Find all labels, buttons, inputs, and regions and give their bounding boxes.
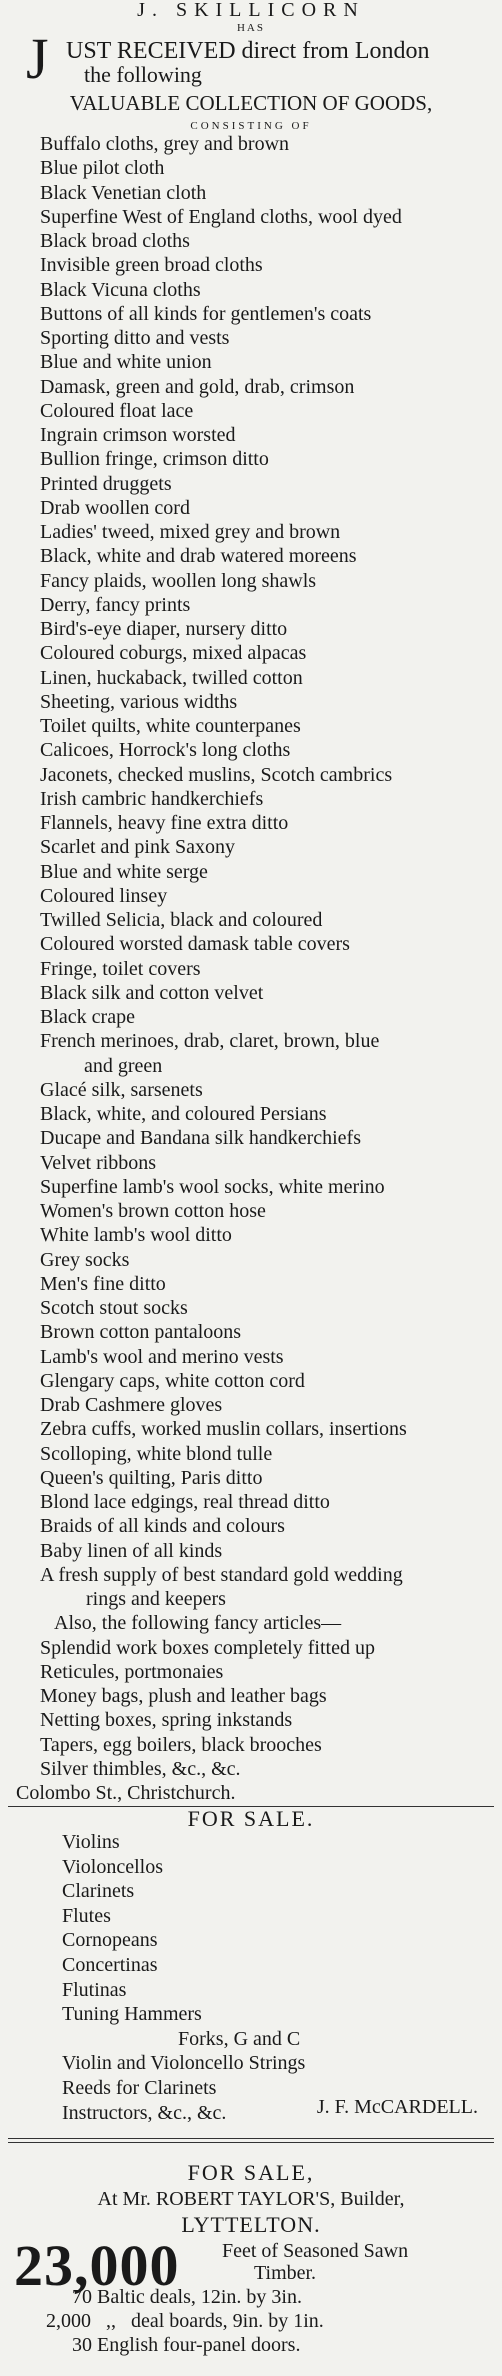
list-item: Flutes — [62, 1904, 111, 1927]
list-item: Black, white, and coloured Persians — [40, 1103, 327, 1125]
list-item: Coloured linsey — [40, 884, 168, 907]
music-signature: J. F. McCARDELL. — [316, 2096, 478, 2118]
list-item: Blond lace edgings, real thread ditto — [40, 1491, 330, 1513]
list-item: Women's brown cotton hose — [40, 1200, 266, 1222]
list-item: Velvet ribbons — [40, 1151, 157, 1174]
list-item: French merinoes, drab, claret, brown, blue — [40, 1030, 380, 1053]
list-item: Twilled Selicia, black and coloured — [40, 909, 323, 931]
list-item: White lamb's wool ditto — [40, 1224, 232, 1247]
ad-line-received: UST RECEIVED direct from London — [66, 38, 430, 64]
ad-title: J. SKILLICORN — [137, 0, 365, 21]
list-item: Damask, green and gold, drab, crimson — [40, 375, 355, 398]
list-item: Linen, huckaback, twilled cotton — [40, 666, 303, 689]
list-item: Scarlet and pink Saxony — [40, 836, 235, 859]
list-item: Baby linen of all kinds — [40, 1539, 223, 1562]
music-heading: FOR SALE. — [187, 1806, 315, 1831]
list-item: Flutinas — [62, 1978, 127, 2001]
drop-cap: J — [26, 26, 49, 91]
list-item: Sheeting, various widths — [40, 690, 238, 713]
list-item: Calicoes, Horrock's long cloths — [40, 739, 291, 762]
timber-item: 30 English four-panel doors. — [72, 2334, 301, 2356]
list-item: Tuning Hammers — [62, 2003, 202, 2026]
list-item: Invisible green broad cloths — [40, 254, 263, 277]
list-item: Reticules, portmonaies — [40, 1660, 224, 1683]
list-item: Superfine West of England cloths, wool dyed — [40, 205, 402, 228]
list-item: Bullion fringe, crimson ditto — [40, 448, 269, 471]
list-item: Tapers, egg boilers, black brooches — [40, 1733, 322, 1756]
divider — [8, 2142, 494, 2143]
list-item: Brown cotton pantaloons — [40, 1321, 242, 1344]
list-item: Violin and Violoncello Strings — [62, 2052, 306, 2075]
list-item: Fancy plaids, woollen long shawls — [40, 569, 317, 592]
list-item: Glengary caps, white cotton cord — [40, 1369, 305, 1392]
list-item: Ingrain crimson worsted — [40, 424, 236, 446]
list-item: Clarinets — [62, 1880, 135, 1903]
timber-item: 2,000 ,, deal boards, 9in. by 1in. — [46, 2310, 324, 2332]
timber-feet-line: Timber. — [254, 2262, 317, 2284]
list-item: Silver thimbles, &c., &c. — [40, 1757, 241, 1780]
list-item: Cornopeans — [62, 1929, 158, 1952]
list-item: Black silk and cotton velvet — [40, 981, 264, 1004]
list-item: Scotch stout socks — [40, 1297, 188, 1319]
list-item: Black crape — [40, 1006, 135, 1028]
list-item: Buttons of all kinds for gentlemen's coats — [40, 302, 372, 325]
list-item: Fringe, toilet covers — [40, 957, 201, 980]
list-item: Instructors, &c., &c. — [62, 2101, 227, 2124]
list-item: Coloured worsted damask table covers — [40, 933, 350, 956]
timber-place: LYTTELTON. — [181, 2212, 321, 2237]
list-item: Superfine lamb's wool socks, white merino — [40, 1175, 385, 1198]
list-item: Drab Cashmere gloves — [40, 1394, 223, 1416]
list-item: Queen's quilting, Paris ditto — [40, 1466, 263, 1489]
list-item: Blue pilot cloth — [40, 157, 165, 180]
ad-address: Colombo St., Christchurch. — [16, 1782, 236, 1804]
list-item: Bird's-eye diaper, nursery ditto — [40, 618, 288, 640]
list-item: Violins — [62, 1831, 120, 1853]
list-item: Sporting ditto and vests — [40, 327, 230, 349]
list-subheading: Also, the following fancy articles— — [54, 1612, 342, 1635]
list-item: Ducape and Bandana silk handkerchiefs — [40, 1127, 361, 1150]
ad-line-following: the following — [84, 62, 202, 87]
ad-line-consisting: CONSISTING OF — [190, 120, 312, 132]
list-item: Lamb's wool and merino vests — [40, 1345, 284, 1368]
list-item: Derry, fancy prints — [40, 593, 191, 616]
music-list — [0, 1830, 502, 2125]
timber-feet-line: Feet of Seasoned Sawn — [222, 2240, 409, 2262]
list-item: Violoncellos — [62, 1855, 164, 1878]
divider — [8, 2138, 494, 2139]
list-item: Drab woollen cord — [40, 496, 190, 519]
list-item: Black Vicuna cloths — [40, 278, 201, 301]
list-item: Black, white and drab watered moreens — [40, 545, 357, 568]
list-item: Concertinas — [62, 1953, 158, 1976]
list-item: Forks, G and C — [178, 2027, 301, 2050]
list-item: Zebra cuffs, worked muslin collars, insertions — [40, 1418, 407, 1441]
list-item: Netting boxes, spring inkstands — [40, 1709, 293, 1732]
ad-line-collection: VALUABLE COLLECTION OF GOODS, — [69, 91, 433, 115]
ad-has: HAS — [236, 22, 265, 34]
list-item: Men's fine ditto — [40, 1272, 166, 1295]
list-item: Coloured coburgs, mixed alpacas — [40, 642, 307, 665]
list-item: Money bags, plush and leather bags — [40, 1685, 327, 1707]
list-item: Grey socks — [40, 1248, 130, 1271]
list-item: Splendid work boxes completely fitted up — [40, 1636, 375, 1659]
list-item: Blue and white serge — [40, 860, 208, 883]
list-item: Printed druggets — [40, 472, 172, 495]
timber-item: 70 Baltic deals, 12in. by 3in. — [72, 2286, 302, 2308]
list-item: Blue and white union — [40, 351, 212, 374]
goods-list — [0, 132, 502, 1805]
timber-heading: FOR SALE, — [187, 2160, 315, 2185]
list-item: Reeds for Clarinets — [62, 2076, 217, 2099]
timber-quantity: 23,000 — [14, 2233, 180, 2298]
list-item: Scolloping, white blond tulle — [40, 1442, 273, 1465]
list-item: Coloured float lace — [40, 399, 194, 422]
list-item: Toilet quilts, white counterpanes — [40, 715, 301, 737]
list-item: Jaconets, checked muslins, Scotch cambrics — [40, 763, 393, 786]
list-item: Black broad cloths — [40, 230, 190, 252]
list-item: Ladies' tweed, mixed grey and brown — [40, 521, 341, 543]
timber-location: At Mr. ROBERT TAYLOR'S, Builder, — [97, 2188, 405, 2210]
list-item-continuation: rings and keepers — [86, 1588, 226, 1610]
list-item: Glacé silk, sarsenets — [40, 1078, 203, 1101]
list-item: Braids of all kinds and colours — [40, 1515, 285, 1538]
list-item: A fresh supply of best standard gold wedding — [40, 1563, 403, 1586]
list-item: Buffalo cloths, grey and brown — [40, 133, 290, 155]
list-item-continuation: and green — [84, 1054, 163, 1077]
list-item: Black Venetian cloth — [40, 181, 207, 204]
list-item: Irish cambric handkerchiefs — [40, 787, 264, 810]
list-item: Flannels, heavy fine extra ditto — [40, 812, 289, 834]
